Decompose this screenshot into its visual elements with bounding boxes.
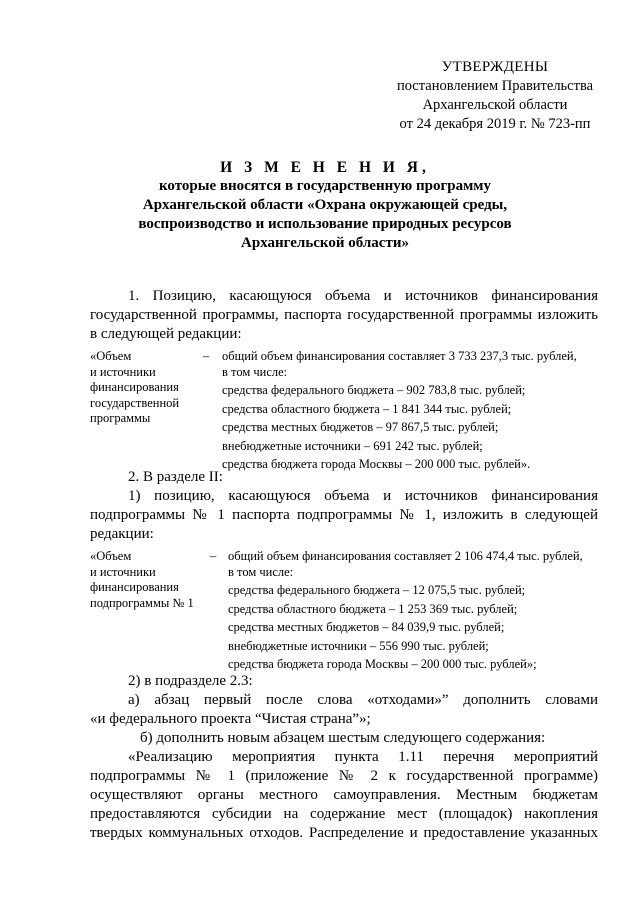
financing-item: средства федерального бюджета – 12 075,5 тыс. рублей;	[228, 583, 526, 597]
paragraph-line: редакции:	[90, 526, 154, 542]
financing-block-program	[90, 349, 610, 471]
label-line: программы	[90, 411, 151, 425]
financing-label	[90, 549, 200, 611]
financing-item: в том числе:	[222, 364, 288, 379]
paragraph-line: а) абзац первый после слова «отходами»” дополнить словами	[128, 692, 598, 708]
item-1-paragraph	[90, 287, 598, 344]
paragraph-line: государственной программы, паспорта государственной программы изложить	[90, 307, 598, 323]
label-line: «Объем	[90, 549, 132, 563]
approval-heading: УТВЕРЖДЕНЫ	[441, 59, 549, 75]
label-line: подпрограммы № 1	[90, 595, 194, 610]
financing-item: средства местных бюджетов – 84 039,9 тыс. рублей;	[228, 620, 505, 634]
item-3-paragraph	[90, 672, 598, 843]
paragraph-line: 1. Позицию, касающуюся объема и источников финансирования	[128, 288, 598, 304]
financing-block-subprogram	[90, 549, 610, 671]
financing-label	[90, 349, 200, 427]
label-line: и источники	[90, 364, 156, 379]
paragraph-line: б) дополнить новым абзацем шестым следующего содержания:	[140, 730, 546, 746]
paragraph-line: 1) позицию, касающуюся объема и источников финансирования	[128, 488, 598, 504]
title-line: Архангельской области «Охрана окружающей среды,	[142, 197, 508, 213]
quote-line: «Реализацию мероприятия пункта 1.11 перечня мероприятий	[128, 749, 598, 765]
financing-items	[228, 549, 583, 673]
label-line: финансирования	[90, 380, 179, 394]
document-title	[90, 158, 560, 253]
quote-line: подпрограммы № 1 (приложение № 2 к государственной программе)	[90, 768, 598, 784]
financing-item: средства областного бюджета – 1 253 369 тыс. рублей;	[228, 601, 518, 616]
section-heading: 2. В разделе II:	[128, 469, 223, 485]
paragraph-line: подпрограммы № 1 паспорта подпрограммы № 1, изложить в следующей	[90, 507, 598, 523]
label-line: «Объем	[90, 349, 132, 363]
financing-item: в том числе:	[228, 564, 294, 579]
approval-line: Архангельской области	[422, 97, 568, 113]
title-line: воспроизводство и использование природных ресурсов	[138, 216, 512, 232]
item-2-paragraph	[90, 468, 598, 544]
label-line: государственной	[90, 395, 180, 410]
paragraph-line: «и федерального проекта “Чистая страна”»;	[90, 711, 371, 727]
financing-item: общий объем финансирования составляет 2 106 474,4 тыс. рублей,	[228, 549, 583, 563]
quote-line: осуществляют органы местного самоуправления. Местным бюджетам	[90, 787, 598, 803]
title-main: И З М Е Н Е Н И Я,	[220, 159, 430, 176]
financing-item: средства бюджета города Москвы – 200 000 тыс. рублей»;	[228, 657, 537, 671]
financing-item: внебюджетные источники – 556 990 тыс. рублей;	[228, 638, 489, 653]
financing-items	[222, 349, 577, 473]
title-line: которые вносятся в государственную программу	[158, 178, 492, 194]
subsection-heading: 2) в подразделе 2.3:	[128, 673, 253, 689]
label-line: и источники	[90, 564, 156, 579]
approval-line: от 24 декабря 2019 г. № 723-пп	[399, 116, 591, 132]
approval-line: постановлением Правительства	[396, 78, 594, 94]
financing-item: средства областного бюджета – 1 841 344 тыс. рублей;	[222, 401, 512, 416]
financing-item: средства бюджета города Москвы – 200 000 тыс. рублей».	[222, 457, 531, 471]
financing-item: внебюджетные источники – 691 242 тыс. рублей;	[222, 438, 483, 453]
paragraph-line: в следующей редакции:	[90, 326, 242, 342]
financing-dash: –	[210, 549, 217, 563]
label-line: финансирования	[90, 580, 179, 594]
approval-block	[380, 58, 610, 134]
financing-item: общий объем финансирования составляет 3 733 237,3 тыс. рублей,	[222, 349, 577, 363]
financing-item: средства местных бюджетов – 97 867,5 тыс. рублей;	[222, 420, 499, 434]
quote-line: предоставляются субсидии на содержание мест (площадок) накопления	[90, 806, 598, 822]
financing-dash: –	[203, 349, 210, 363]
quote-line: твердых коммунальных отходов. Распределение и предоставление указанных	[90, 825, 598, 841]
financing-item: средства федерального бюджета – 902 783,8 тыс. рублей;	[222, 383, 526, 397]
title-line: Архангельской области»	[241, 235, 409, 251]
